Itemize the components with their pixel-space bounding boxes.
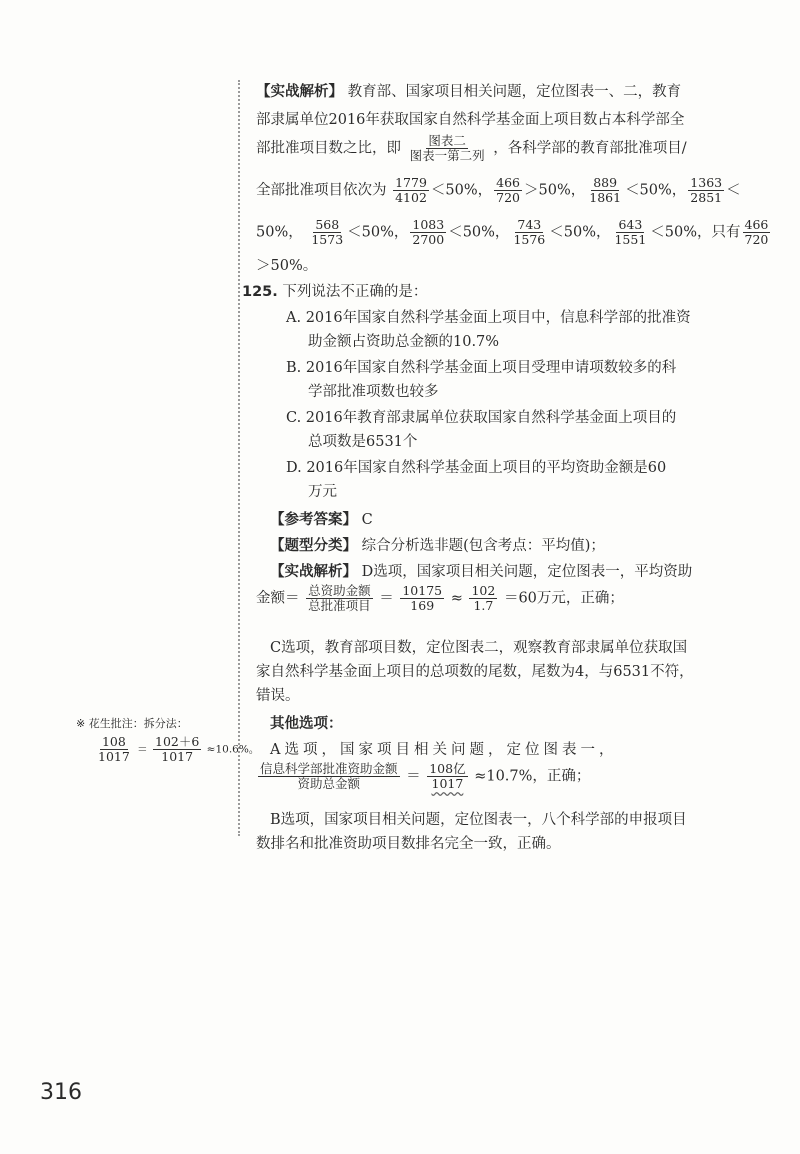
margin-divider <box>238 80 240 836</box>
comparison-operator: ＜50%，只有 <box>650 224 741 241</box>
option-a-line-2: 助金额占资助总金额的10.7% <box>308 334 500 350</box>
analysis-line-3: 部批准项目数之比，即 $\frac{\text{图表二}}{\text{图表一第二列}}$ ，各科学部的教育部批准项目/ <box>256 133 687 163</box>
analysis-line-2: 部隶属单位2016年获取国家自然科学基金面上项目数占本科学部全 <box>256 112 685 128</box>
option-c-line-2: 总项数是6531个 <box>308 434 418 450</box>
question-stem: 125. 下列说法不正确的是： <box>242 284 428 300</box>
side-note-title: ※ 花生批注：拆分法： <box>76 717 188 730</box>
answer-analysis-line-1: 【实战解析】 D选项，国家项目相关问题，定位图表一，平均资助 <box>270 564 693 580</box>
option-b-line-1: B. 2016年国家自然科学基金面上项目受理申请项数较多的科 <box>286 360 677 376</box>
option-c-analysis-2: 家自然科学基金面上项目的总项数的尾数，尾数为4，与6531不符， <box>256 664 694 680</box>
fraction-row-1: 全部批准项目依次为 $\frac{1779}{4102}$ ＜50%， $\frac{466}{720}$ ＞50%， $\frac{889}{1861}$ ＜50%， $\frac{1363}{2851}$ ＜ <box>256 175 741 205</box>
analysis-tag: 【实战解析】 <box>256 84 343 100</box>
ratio-fraction: $\frac{568}{1573}$ <box>311 217 344 247</box>
option-d-line-1: D. 2016年国家自然科学基金面上项目的平均资助金额是60 <box>286 460 667 476</box>
analysis-line-1: 【实战解析】 教育部、国家项目相关问题，定位图表一、二，教育 <box>256 84 682 100</box>
ratio-fraction: $\frac{466}{720}$ <box>744 217 769 247</box>
comparison-operator: ＜50%， <box>448 224 510 241</box>
ratio-fraction: $\frac{889}{1861}$ <box>589 175 622 205</box>
comparison-operator: ＜50%， <box>347 224 409 241</box>
side-note-formula: $\frac{108}{1017}$ ＝ $\frac{102+6}{1017}$ ≈10.6%。 <box>98 734 260 764</box>
reference-answer: 【参考答案】 C <box>270 512 373 528</box>
option-a-line-1: A. 2016年国家自然科学基金面上项目中，信息科学部的批准资 <box>286 310 691 326</box>
comparison-operator: ＞50%， <box>524 182 586 199</box>
question-type: 【题型分类】 综合分析选非题(包含考点：平均值)； <box>270 538 605 554</box>
side-note <box>76 715 260 764</box>
option-a-calculation: $\frac{\text{信息科学部批准资助金额}}{\text{资助总金额}}$ ＝ $\frac{\text{108亿}}{1017}$ ≈10.7%，正确； <box>260 761 591 791</box>
comparison-operator: ＜50%， <box>430 182 493 199</box>
option-d-calculation: 金额＝ $\frac{\text{总资助金额}}{\text{总批准项目}}$ ＝ $\frac{10175}{169}$ ≈ $\frac{102}{1.7}$ ＝60万元，正确； <box>256 583 624 613</box>
option-b-analysis-2: 数排名和批准资助项目数排名完全一致，正确。 <box>256 836 561 852</box>
option-d-line-2: 万元 <box>308 484 337 500</box>
fraction-row-2: 50%， $\frac{568}{1573}$ ＜50%， $\frac{1083}{2700}$ ＜50%， $\frac{743}{1576}$ ＜50%， $\frac{643}{1551}$ ＜50%，只有 $\frac{466}{720}$ <box>256 217 769 247</box>
comparison-operator: ＜ <box>726 182 741 199</box>
ratio-fraction: $\frac{1779}{4102}$ <box>395 175 427 205</box>
option-c-analysis-1: C选项，教育部项目数，定位图表二，观察教育部隶属单位获取国 <box>270 640 688 656</box>
ratio-fraction: $\frac{1363}{2851}$ <box>690 175 723 205</box>
analysis-line-6: ＞50%。 <box>256 258 318 274</box>
ratio-fraction: $\frac{1083}{2700}$ <box>412 217 445 247</box>
other-options-title: 其他选项： <box>270 716 343 732</box>
ratio-fraction: $\frac{466}{720}$ <box>496 175 521 205</box>
option-a-analysis-1: A选项，国家项目相关问题，定位图表一， <box>270 742 618 758</box>
comparison-operator: ＜50%， <box>625 182 687 199</box>
option-b-analysis-1: B选项，国家项目相关问题，定位图表一，八个科学部的申报项目 <box>270 812 687 828</box>
ratio-fraction: $\frac{743}{1576}$ <box>513 217 546 247</box>
side-fraction-2: $\frac{102+6}{1017}$ <box>155 734 200 764</box>
comparison-operator: ＜50%， <box>549 224 611 241</box>
option-b-line-2: 学部批准项数也较多 <box>308 384 439 400</box>
page-number: 316 <box>40 1080 82 1105</box>
side-fraction-1: $\frac{108}{1017}$ <box>98 734 130 764</box>
ratio-fraction: $\frac{643}{1551}$ <box>614 217 647 247</box>
question-number: 125. <box>242 284 278 300</box>
chart-ratio-fraction: $\frac{\text{图表二}}{\text{图表一第二列}}$ <box>409 133 485 163</box>
option-c-line-1: C. 2016年教育部隶属单位获取国家自然科学基金面上项目的 <box>286 410 677 426</box>
option-c-analysis-3: 错误。 <box>256 688 300 704</box>
